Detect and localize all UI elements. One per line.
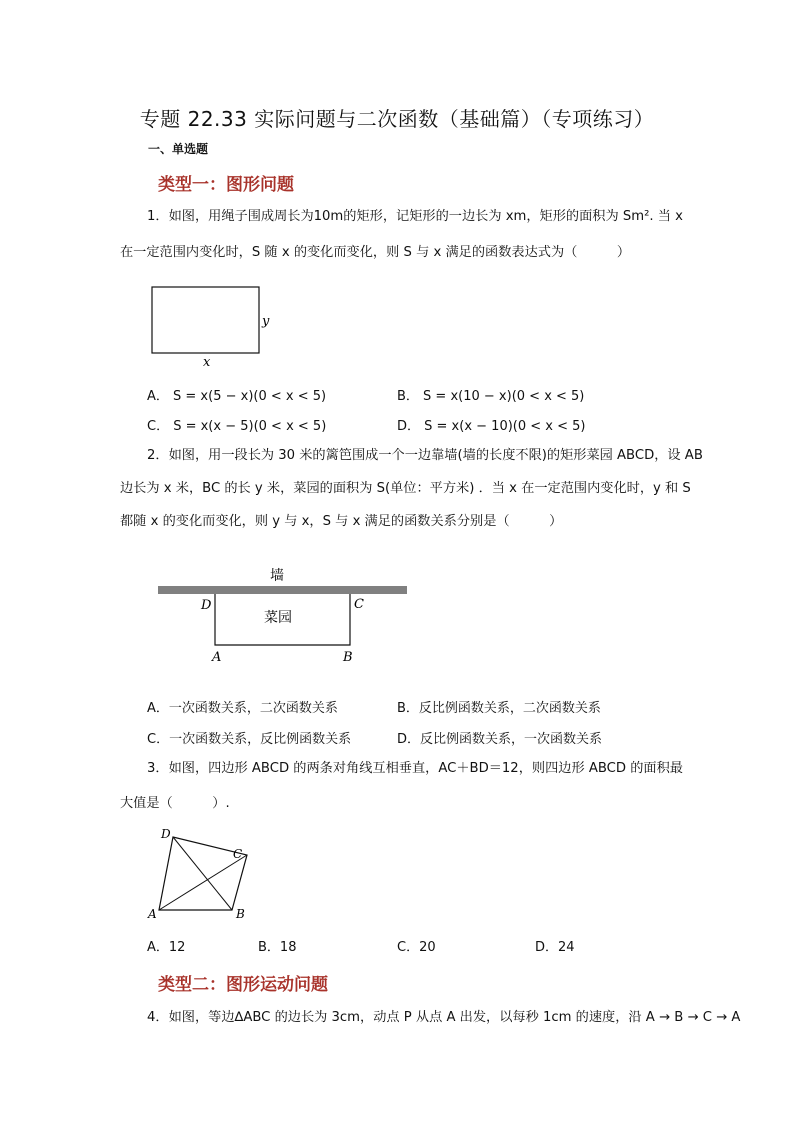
q1-option-d[interactable]: D． S = x(x − 10)(0 < x < 5) xyxy=(397,419,586,434)
question-1-line-2: 在一定范围内变化时，S 随 x 的变化而变化，则 S 与 x 满足的函数表达式为（ ） xyxy=(120,245,631,260)
label-d: D xyxy=(161,827,171,841)
label-b: B xyxy=(343,650,353,665)
label-d: D xyxy=(201,598,212,613)
label-c: C xyxy=(233,847,243,861)
label-a: A xyxy=(148,907,157,921)
q1-option-c[interactable]: C． S = x(x − 5)(0 < x < 5) xyxy=(147,419,327,434)
label-b: B xyxy=(236,907,245,921)
question-3-line-2: 大值是（ ）. xyxy=(120,796,230,811)
question-1-line-1: 1．如图，用绳子围成周长为10m的矩形，记矩形的一边长为 xm，矩形的面积为 Sm². 当 x xyxy=(147,209,683,224)
section-heading: 一、单选题 xyxy=(148,142,209,156)
rectangle-figure xyxy=(145,280,285,370)
question-2-line-1: 2．如图，用一段长为 30 米的篱笆围成一个一边靠墙(墙的长度不限)的矩形菜园 ABCD，设 AB xyxy=(147,448,703,463)
page-title: 专题 22.33 实际问题与二次函数（基础篇）（专项练习） xyxy=(139,107,655,131)
q2-option-a[interactable]: A．一次函数关系，二次函数关系 xyxy=(147,701,338,716)
label-x: x xyxy=(203,355,211,370)
type-heading-2: 类型二：图形运动问题 xyxy=(158,975,328,995)
q1-option-a[interactable]: A． S = x(5 − x)(0 < x < 5) xyxy=(147,389,327,404)
label-a: A xyxy=(212,650,222,665)
label-wall: 墙 xyxy=(270,568,284,584)
garden-figure xyxy=(150,560,415,670)
q2-option-b[interactable]: B．反比例函数关系，二次函数关系 xyxy=(397,701,601,716)
label-y: y xyxy=(262,314,270,329)
question-4-line-1: 4．如图，等边∆ABC 的边长为 3cm，动点 P 从点 A 出发，以每秒 1cm 的速度，沿 A → B → C → A xyxy=(147,1010,741,1025)
q3-option-a[interactable]: A．12 xyxy=(147,940,186,955)
question-3-line-1: 3．如图，四边形 ABCD 的两条对角线互相垂直，AC＋BD＝12，则四边形 ABCD 的面积最 xyxy=(147,761,683,776)
q3-option-b[interactable]: B．18 xyxy=(258,940,297,955)
q2-option-c[interactable]: C．一次函数关系，反比例函数关系 xyxy=(147,732,352,747)
q1-option-b[interactable]: B． S = x(10 − x)(0 < x < 5) xyxy=(397,389,585,404)
diagonal-bd xyxy=(173,837,232,910)
q2-option-d[interactable]: D．反比例函数关系，一次函数关系 xyxy=(397,732,603,747)
type-heading-1: 类型一：图形问题 xyxy=(158,175,294,195)
label-c: C xyxy=(354,597,364,612)
wall-bar xyxy=(158,586,407,594)
q3-option-c[interactable]: C．20 xyxy=(397,940,436,955)
q3-option-d[interactable]: D．24 xyxy=(535,940,575,955)
label-garden: 菜园 xyxy=(264,610,292,626)
question-2-line-3: 都随 x 的变化而变化，则 y 与 x，S 与 x 满足的函数关系分别是（ ） xyxy=(120,514,563,529)
question-2-line-2: 边长为 x 米，BC 的长 y 米，菜园的面积为 S(单位：平方米) ．当 x 在一定范围内变化时，y 和 S xyxy=(120,481,691,496)
quadrilateral-figure xyxy=(140,825,265,925)
rectangle-shape xyxy=(152,287,259,353)
